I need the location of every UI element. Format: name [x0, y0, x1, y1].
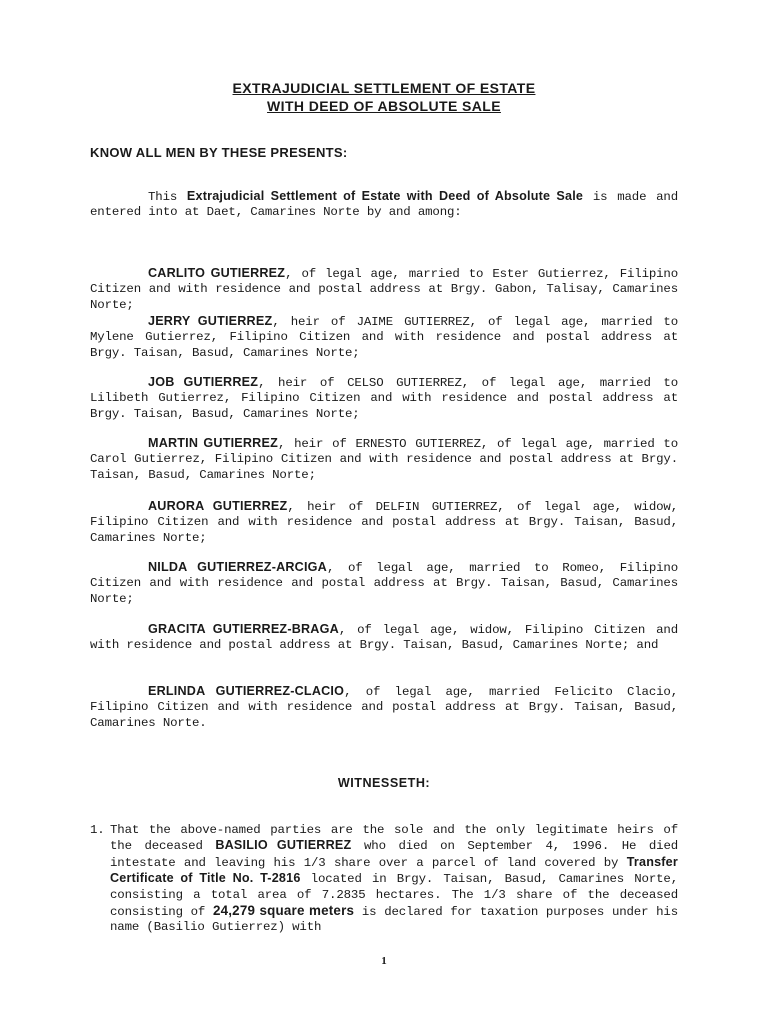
party-details: , of legal age, married Felicito Clacio, Filipino Citizen and with residence and postal address at Brgy. Taisan, Basud, Camarines Norte.	[90, 685, 678, 730]
party-name: MARTIN GUTIERREZ	[148, 436, 278, 450]
party-name: AURORA GUTIERREZ	[148, 499, 288, 513]
party-name: JOB GUTIERREZ	[148, 375, 259, 389]
party-paragraph	[90, 314, 678, 361]
item-text: who died on September 4, 1996. He died intestate and leaving his 1/3 share over a parcel of land covered by	[110, 839, 679, 870]
item-text: is declared for taxation purposes under his name (Basilio Gutierrez) with	[110, 905, 678, 935]
title-number: Transfer Certificate of Title No. T-2816	[110, 854, 678, 886]
party-name: NILDA GUTIERREZ-ARCIGA	[148, 560, 327, 574]
document-title-line-2: WITH DEED OF ABSOLUTE SALE	[267, 98, 501, 114]
party-details: , heir of CELSO GUTIERREZ, of legal age, married to Lilibeth Gutierrez, Filipino Citizen and with residence and postal address at Brgy. Taisan, Basud, Camarines Norte;	[90, 376, 678, 421]
party-name: CARLITO GUTIERREZ	[148, 266, 286, 280]
party-paragraph	[90, 684, 678, 731]
witnesseth-heading: WITNESSETH:	[337, 776, 431, 790]
deceased-name: BASILIO GUTIERREZ	[215, 838, 352, 853]
intro-paragraph	[90, 189, 678, 221]
intro-lead: This	[148, 190, 187, 204]
party-details: , of legal age, married to Ester Gutierrez, Filipino Citizen and with residence and postal address at Brgy. Gabon, Talisay, Camarines Norte;	[90, 267, 678, 312]
item-number: 1.	[90, 823, 105, 837]
intro-bold-title: Extrajudicial Settlement of Estate with Deed of Absolute Sale	[186, 189, 584, 203]
party-paragraph	[90, 266, 678, 313]
numbered-item-1	[90, 823, 679, 936]
party-details: , of legal age, widow, Filipino Citizen and with residence and postal address at Brgy. Taisan, Basud, Camarines Norte; and	[90, 623, 678, 653]
party-name: JERRY GUTIERREZ	[148, 314, 273, 328]
party-name: GRACITA GUTIERREZ-BRAGA	[148, 622, 339, 636]
page-number: 1	[381, 955, 387, 967]
document-title-line-1: EXTRAJUDICIAL SETTLEMENT OF ESTATE	[232, 80, 536, 96]
party-details: , heir of DELFIN GUTIERREZ, of legal age, widow, Filipino Citizen and with residence and postal address at Brgy. Taisan, Basud, Camarines Norte;	[90, 500, 678, 545]
party-paragraph	[90, 499, 678, 546]
item-text: located in Brgy. Taisan, Basud, Camarines Norte, consisting a total area of 7.2835 hectares. The 1/3 share of the deceased consisting of	[110, 872, 678, 920]
item-text: That the above-named parties are the sole and the only legitimate heirs of the deceased	[110, 823, 678, 854]
party-paragraph	[90, 560, 678, 607]
salutation: KNOW ALL MEN BY THESE PRESENTS:	[90, 145, 348, 160]
party-paragraph	[90, 436, 678, 483]
party-details: , of legal age, married to Romeo, Filipino Citizen and with residence and postal address at Brgy. Taisan, Basud, Camarines Norte;	[90, 561, 679, 606]
party-name: ERLINDA GUTIERREZ-CLACIO	[148, 684, 345, 698]
party-details: , heir of JAIME GUTIERREZ, of legal age, married to Mylene Gutierrez, Filipino Citizen and with residence and postal address at Brgy. Taisan, Basud, Camarines Norte;	[90, 315, 678, 360]
area-value: 24,279 square meters	[212, 903, 355, 919]
party-details: , heir of ERNESTO GUTIERREZ, of legal age, married to Carol Gutierrez, Filipino Citizen and with residence and postal address at Brgy. Taisan, Basud, Camarines Norte;	[90, 437, 679, 482]
party-paragraph	[90, 622, 678, 654]
intro-rest: is made and entered into at Daet, Camarines Norte by and among:	[90, 190, 678, 220]
party-paragraph	[90, 375, 678, 422]
